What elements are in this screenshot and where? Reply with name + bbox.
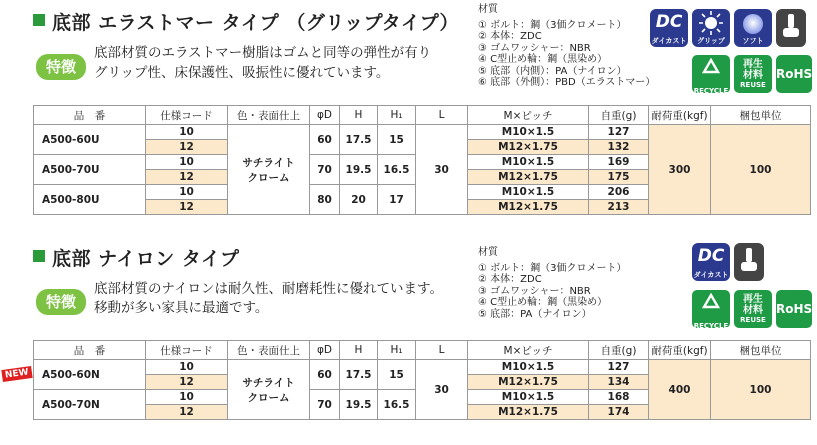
pack-value: 100 xyxy=(711,125,811,215)
l-value: 30 xyxy=(416,125,468,215)
spec-code: 12 xyxy=(146,140,228,155)
part-number: A500-80U xyxy=(34,185,146,215)
diameter: 70 xyxy=(310,155,340,185)
spec-code: 10 xyxy=(146,125,228,140)
h-value: 17.5 xyxy=(340,125,378,155)
material-item: ③ ゴムワッシャー：NBR xyxy=(478,285,591,297)
section1-spec-table xyxy=(33,105,811,215)
section2-feature-line-2: 移動が多い家具に最適です。 xyxy=(94,300,269,316)
header-diameter: φD xyxy=(310,106,340,125)
weight: 127 xyxy=(589,360,649,375)
material-item: ① ボルト：鋼（3価クロメート） xyxy=(478,263,627,274)
table-row xyxy=(34,360,811,375)
spec-code: 10 xyxy=(146,360,228,375)
header-l: L xyxy=(416,341,468,360)
h1-value: 16.5 xyxy=(378,155,416,185)
rohs-icon: RoHS xyxy=(776,55,812,93)
weight: 213 xyxy=(589,200,649,215)
spec-code: 12 xyxy=(146,405,228,420)
section1-materials-list xyxy=(478,20,655,88)
header-load: 耐荷重(kgf) xyxy=(649,341,711,360)
weight: 206 xyxy=(589,185,649,200)
spec-code: 12 xyxy=(146,200,228,215)
header-finish: 色・表面仕上 xyxy=(228,106,310,125)
spec-code: 10 xyxy=(146,185,228,200)
header-weight: 自重(g) xyxy=(589,341,649,360)
h-value: 20 xyxy=(340,185,378,215)
header-h: H xyxy=(340,106,378,125)
header-h1: H₁ xyxy=(378,341,416,360)
finish-cell: サチライト クローム xyxy=(228,360,310,420)
thread: M12×1.75 xyxy=(468,375,589,390)
thread: M12×1.75 xyxy=(468,140,589,155)
h-value: 19.5 xyxy=(340,390,378,420)
grip-symbol-icon xyxy=(692,9,730,37)
recycle-arrows-icon xyxy=(692,55,730,83)
h1-value: 15 xyxy=(378,360,416,390)
part-number: A500-70N xyxy=(34,390,146,420)
h1-value: 16.5 xyxy=(378,390,416,420)
material-item: ④ C型止め輪：鋼（黒染め） xyxy=(478,54,608,66)
section2-feature-badge: 特徴 xyxy=(36,289,86,315)
section2-feature-line-1: 底部材質のナイロンは耐久性、耐磨耗性に優れています。 xyxy=(94,281,443,297)
recycle-arrows-icon xyxy=(692,290,730,318)
grip-icon: グリップ xyxy=(692,9,730,47)
section2-materials-title: 材質 xyxy=(478,247,498,258)
soft-icon: ソフト xyxy=(734,9,772,47)
material-item: ① ボルト：鋼（3価クロメート） xyxy=(478,20,627,31)
diecast-icon: DC ダイカスト xyxy=(692,243,730,281)
part-number: A500-60N xyxy=(34,360,146,390)
weight: 175 xyxy=(589,170,649,185)
pack-value: 100 xyxy=(711,360,811,420)
section1-feature-badge: 特徴 xyxy=(36,54,86,80)
thread: M10×1.5 xyxy=(468,390,589,405)
diameter: 80 xyxy=(310,185,340,215)
header-l: L xyxy=(416,106,468,125)
section2-title: 底部 ナイロン タイプ xyxy=(52,248,240,270)
header-pack: 梱包単位 xyxy=(711,106,811,125)
load-value: 400 xyxy=(649,360,711,420)
weight: 174 xyxy=(589,405,649,420)
header-h1: H₁ xyxy=(378,106,416,125)
part-number: A500-60U xyxy=(34,125,146,155)
header-load: 耐荷重(kgf) xyxy=(649,106,711,125)
weight: 169 xyxy=(589,155,649,170)
header-h: H xyxy=(340,341,378,360)
h-value: 17.5 xyxy=(340,360,378,390)
table-header-row xyxy=(34,341,811,360)
weight: 168 xyxy=(589,390,649,405)
recycle-icon: RECYCLE xyxy=(692,55,730,93)
diameter: 60 xyxy=(310,125,340,155)
h1-value: 15 xyxy=(378,125,416,155)
header-pack: 梱包単位 xyxy=(711,341,811,360)
finish-cell: サチライト クローム xyxy=(228,125,310,215)
thread: M12×1.75 xyxy=(468,200,589,215)
header-thread: M×ピッチ xyxy=(468,341,589,360)
section2-marker xyxy=(33,250,45,262)
thread: M10×1.5 xyxy=(468,125,589,140)
section1-marker xyxy=(33,14,45,26)
material-item: ④ C型止め輪：鋼（黒染め） xyxy=(478,297,608,309)
thread: M10×1.5 xyxy=(468,185,589,200)
weight: 132 xyxy=(589,140,649,155)
recycle-icon: RECYCLE xyxy=(692,290,730,328)
rohs-icon: RoHS xyxy=(776,290,812,328)
header-part-no: 品 番 xyxy=(34,106,146,125)
thread: M10×1.5 xyxy=(468,360,589,375)
soft-symbol-icon xyxy=(734,9,772,37)
table-header-row xyxy=(34,106,811,125)
section1-feature-line-1: 底部材質のエラストマー樹脂はゴムと同等の弾性が有り xyxy=(94,45,432,61)
section2-spec-table xyxy=(33,340,811,420)
material-item: ③ ゴムワッシャー：NBR xyxy=(478,42,591,54)
thread: M10×1.5 xyxy=(468,155,589,170)
material-item: ② 本体：ZDC xyxy=(478,274,542,286)
spec-code: 12 xyxy=(146,170,228,185)
diameter: 60 xyxy=(310,360,340,390)
new-badge: NEW xyxy=(1,366,32,382)
thread: M12×1.75 xyxy=(468,405,589,420)
spec-code: 10 xyxy=(146,155,228,170)
spec-code: 12 xyxy=(146,375,228,390)
material-item: ⑥ 底部（外側）：PBD（エラストマー） xyxy=(478,77,656,89)
header-part-no: 品 番 xyxy=(34,341,146,360)
section1-title: 底部 エラストマー タイプ （グリップタイプ） xyxy=(52,12,459,34)
h1-value: 17 xyxy=(378,185,416,215)
section2-materials-list xyxy=(478,263,627,320)
l-value: 30 xyxy=(416,360,468,420)
reuse-icon: 再生材料 REUSE xyxy=(734,55,772,93)
product-silhouette-icon xyxy=(734,243,764,281)
part-number: A500-70U xyxy=(34,155,146,185)
thread: M12×1.75 xyxy=(468,170,589,185)
weight: 127 xyxy=(589,125,649,140)
header-diameter: φD xyxy=(310,341,340,360)
load-value: 300 xyxy=(649,125,711,215)
spec-code: 10 xyxy=(146,390,228,405)
material-item: ② 本体：ZDC xyxy=(478,31,542,43)
weight: 134 xyxy=(589,375,649,390)
diecast-icon: DC ダイカスト xyxy=(650,9,688,47)
h-value: 19.5 xyxy=(340,155,378,185)
material-item: ⑤ 底部：PA（ナイロン） xyxy=(478,308,592,320)
header-weight: 自重(g) xyxy=(589,106,649,125)
caster-shape-icon xyxy=(734,243,764,281)
table-row xyxy=(34,125,811,140)
header-spec-code: 仕様コード xyxy=(146,106,228,125)
material-item: ⑤ 底部（内側）：PA（ナイロン） xyxy=(478,65,627,77)
diameter: 70 xyxy=(310,390,340,420)
header-spec-code: 仕様コード xyxy=(146,341,228,360)
section1-feature-line-2: グリップ性、床保護性、吸振性に優れています。 xyxy=(94,65,390,81)
reuse-icon: 再生材料 REUSE xyxy=(734,290,772,328)
section1-materials-title: 材質 xyxy=(478,4,498,15)
header-thread: M×ピッチ xyxy=(468,106,589,125)
product-silhouette-icon xyxy=(776,9,806,47)
header-finish: 色・表面仕上 xyxy=(228,341,310,360)
caster-shape-icon xyxy=(776,9,806,47)
